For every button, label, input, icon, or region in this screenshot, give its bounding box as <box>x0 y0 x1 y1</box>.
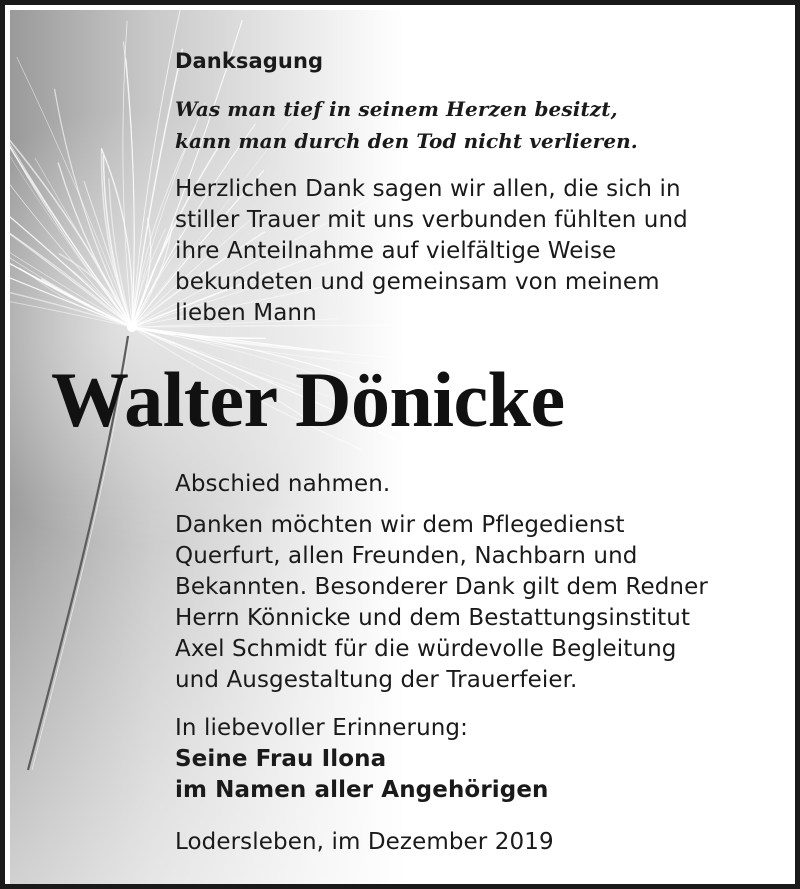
thanks-line: Herrn Könnicke und dem Bestattungsinstitut <box>175 605 691 631</box>
thanks-line: Axel Schmidt für die würdevolle Begleitung <box>175 636 677 662</box>
intro-line: stiller Trauer mit uns verbunden fühlten und <box>175 207 688 233</box>
memorial-quote <box>175 93 775 157</box>
intro-line: ihre Anteilnahme auf vielfältige Weise <box>175 238 617 264</box>
deceased-name: Walter Dönicke <box>51 356 565 443</box>
thanks-line: Querfurt, allen Freunden, Nachbarn und <box>175 543 638 569</box>
farewell-line: Abschied nahmen. <box>175 471 391 497</box>
thanks-intro-paragraph <box>175 174 775 329</box>
intro-line: bekundeten und gemeinsam von meinem <box>175 269 660 295</box>
quote-line: kann man durch den Tod nicht verlieren. <box>175 129 638 153</box>
closing-block <box>175 713 775 806</box>
quote-line: Was man tief in seinem Herzen besitzt, <box>175 97 618 121</box>
thanks-line: und Ausgestaltung der Trauerfeier. <box>175 667 578 693</box>
intro-line: lieben Mann <box>175 300 317 326</box>
intro-line: Herzlichen Dank sagen wir allen, die sich in <box>175 176 681 202</box>
place-and-date: Lodersleben, im Dezember 2019 <box>175 829 554 855</box>
signature-line: im Namen aller Angehörigen <box>175 777 549 803</box>
thanks-line: Bekannten. Besonderer Dank gilt dem Redner <box>175 574 708 600</box>
thanks-paragraph <box>175 510 775 696</box>
closing-line: In liebevoller Erinnerung: <box>175 715 468 741</box>
thanks-line: Danken möchten wir dem Pflegedienst <box>175 512 625 538</box>
signature-line: Seine Frau Ilona <box>175 746 387 772</box>
heading-danksagung: Danksagung <box>175 49 324 73</box>
